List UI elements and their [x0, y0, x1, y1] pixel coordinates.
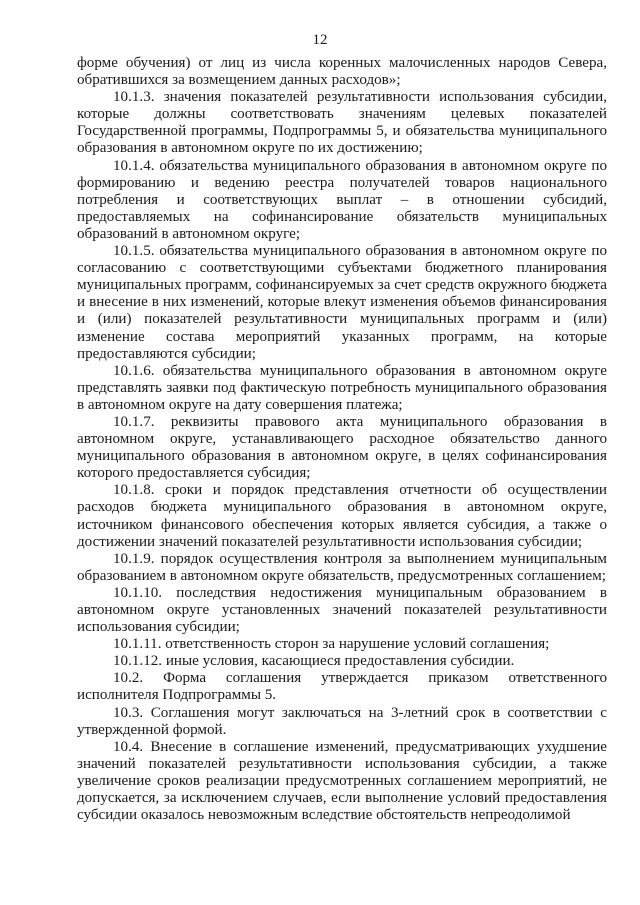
- paragraph-10-1-12: 10.1.12. иные условия, касающиеся предоставления субсидии.: [113, 653, 515, 670]
- paragraph-10-1-7: 10.1.7. реквизиты правового акта муниципального образования в автономном округе, устанавливающего расходное обязательство данного муниципального образования в автономном округе, в целях софинансирования которого предоставляется субсидия;: [77, 413, 607, 482]
- paragraph-10-1-4: 10.1.4. обязательства муниципального образования в автономном округе по формированию и ведению реестра получателей товаров национального потребления и соответствующих выплат – в отношении субсидий, предоставляемых на софинансирование обязательств муниципальных образований в автономном округе;: [77, 157, 607, 242]
- paragraph-10-1-5: 10.1.5. обязательства муниципального образования в автономном округе по согласованию с соответствующими субъектами бюджетного планирования муниципальных программ, софинансируемых за счет средств окружного бюджета и внесение в них изменений, которые влекут изменения объемов финансирования и (или) показателей результативности муниципальных программ и (или) изменение состава мероприятий указанных программ, на которые предоставляются субсидии;: [77, 243, 607, 362]
- paragraph-10-2: 10.2. Форма соглашения утверждается приказом ответственного исполнителя Подпрограммы 5.: [77, 670, 607, 704]
- paragraph-10-1-10: 10.1.10. последствия недостижения муниципальным образованием в автономном округе установленных значений показателей результативности использования субсидии;: [77, 584, 607, 636]
- paragraph-10-1-8: 10.1.8. сроки и порядок представления отчетности об осуществлении расходов бюджета муниципального образования в автономном округе, источником финансового обеспечения которых является субсидия, а также о достижении значений показателей результативности использования субсидии;: [77, 482, 607, 550]
- paragraph-10-1-11: 10.1.11. ответственность сторон за нарушение условий соглашения;: [113, 636, 550, 653]
- paragraph-10-1-9: 10.1.9. порядок осуществления контроля за выполнением муниципальным образованием в автономном округе обязательств, предусмотренных соглашением;: [77, 550, 607, 584]
- paragraph-10-1-6: 10.1.6. обязательства муниципального образования в автономном округе представлять заявки под фактическую потребность муниципального образования в автономном округе на дату совершения платежа;: [77, 362, 607, 413]
- paragraph-10-4: 10.4. Внесение в соглашение изменений, предусматривающих ухудшение значений показателей результативности использования субсидии, а также увеличение сроков реализации предусмотренных соглашением мероприятий, не допускается, за исключением случаев, если выполнение условий предоставления субсидии оказалось невозможным вследствие обстоятельств непреодолимой: [77, 738, 607, 824]
- document-body: [77, 55, 607, 824]
- page-number: 12: [312, 32, 328, 48]
- paragraph-continuation: форме обучения) от лиц из числа коренных малочисленных народов Севера, обратившихся за возмещением данных расходов»;: [77, 55, 607, 89]
- paragraph-10-1-3: 10.1.3. значения показателей результативности использования субсидии, которые должны соответствовать значениям целевых показателей Государственной программы, Подпрограммы 5, и обязательства муниципального образования в автономном округе по их достижению;: [77, 89, 607, 157]
- paragraph-10-3: 10.3. Соглашения могут заключаться на 3-летний срок в соответствии с утвержденной формой.: [77, 704, 607, 738]
